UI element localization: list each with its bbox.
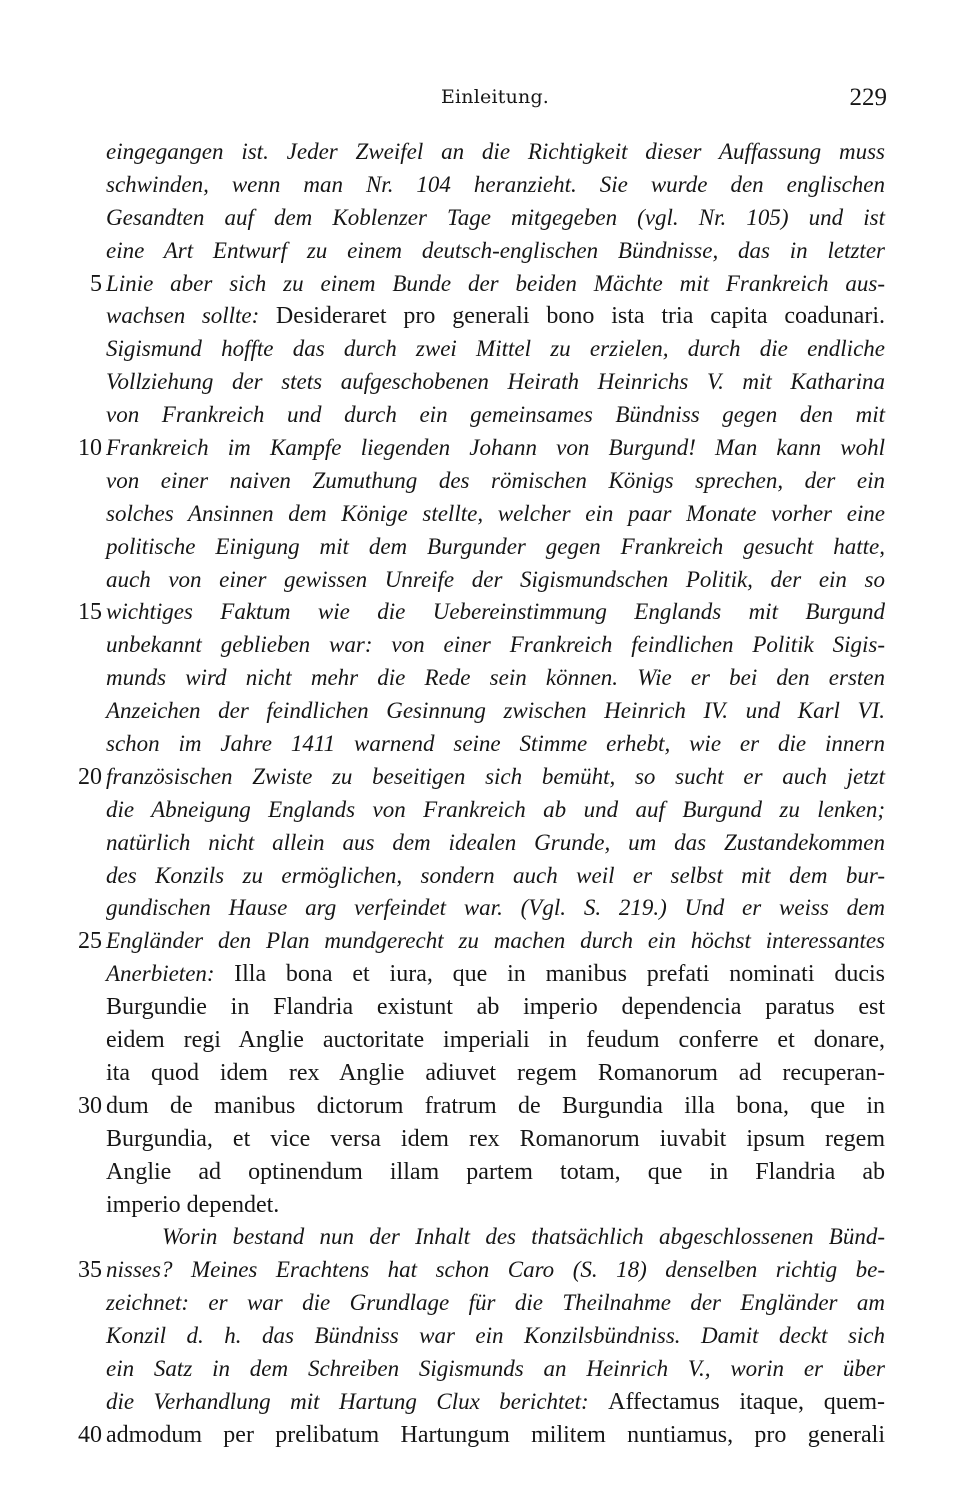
line-text: [106, 728, 885, 761]
latin-quote: Affectamus itaque, quem-: [608, 1388, 886, 1415]
text-line: [0, 333, 960, 366]
italic-text: die Verhandlung mit Hartung Clux berichtet:: [106, 1388, 609, 1414]
text-line: [0, 1386, 960, 1419]
text-line: [0, 958, 960, 991]
italic-text: Engländer den Plan mundgerecht zu machen durch ein höchst interessantes: [106, 928, 885, 954]
line-text: [106, 1254, 885, 1287]
text-line: [0, 235, 960, 268]
italic-text: auch von einer gewissen Unreife der Sigismundschen Politik, der ein so: [106, 566, 885, 592]
italic-text: gundischen Hause arg verfeindet war. (Vgl. S. 219.) Und er weiss dem: [106, 895, 885, 921]
line-number: 25: [78, 928, 102, 955]
line-text: [106, 235, 885, 268]
line-text: [106, 794, 885, 827]
italic-text: von einer naiven Zumuthung des römischen Königs sprechen, der ein: [106, 467, 885, 493]
text-line: [0, 564, 960, 597]
italic-text: wichtiges Faktum wie die Uebereinstimmung Englands mit Burgund: [106, 599, 885, 625]
italic-text: schon im Jahre 1411 warnend seine Stimme erhebt, wie er die innern: [106, 731, 885, 757]
text-line: [0, 1057, 960, 1090]
line-text: [106, 695, 885, 728]
line-text: [106, 1287, 885, 1320]
text-line: [0, 662, 960, 695]
text-line: [0, 892, 960, 925]
line-text: [106, 925, 885, 958]
italic-text: Konzil d. h. das Bündniss war ein Konzilsbündniss. Damit deckt sich: [106, 1323, 885, 1349]
text-line: [0, 1254, 960, 1287]
text-line: [0, 695, 960, 728]
line-text: [106, 662, 885, 695]
line-text: [106, 1123, 885, 1156]
line-text: [106, 1419, 885, 1452]
text-line: [0, 728, 960, 761]
text-line: [0, 761, 960, 794]
italic-text: unbekannt geblieben war: von einer Frankreich feindlichen Politik Sigis-: [106, 632, 885, 658]
latin-quote: imperio dependet.: [106, 1191, 280, 1218]
line-text: [106, 531, 885, 564]
text-line: [0, 991, 960, 1024]
italic-text: Anzeichen der feindlichen Gesinnung zwischen Heinrich IV. und Karl VI.: [106, 698, 885, 724]
text-line: [0, 531, 960, 564]
line-text: [106, 1353, 885, 1386]
page-number: 229: [849, 84, 887, 111]
italic-text: ein Satz in dem Schreiben Sigismunds an Heinrich V., worin er über: [106, 1355, 885, 1381]
latin-quote: dum de manibus dictorum fratrum de Burgundia illa bona, que in: [106, 1092, 885, 1119]
text-line: [0, 1090, 960, 1123]
text-line: [0, 202, 960, 235]
italic-text: schwinden, wenn man Nr. 104 heranzieht. Sie wurde den englischen: [106, 171, 885, 197]
text-line: [0, 1287, 960, 1320]
line-text: [106, 1189, 885, 1222]
italic-text: zeichnet: er war die Grundlage für die Theilnahme der Engländer am: [106, 1290, 885, 1316]
line-number: 15: [78, 599, 102, 626]
text-line: [0, 1419, 960, 1452]
line-number: 30: [78, 1092, 102, 1119]
line-text: [106, 399, 885, 432]
line-number: 10: [78, 435, 102, 462]
line-text: [106, 892, 885, 925]
line-text: [106, 991, 885, 1024]
line-text: [106, 202, 885, 235]
text-line: [0, 1189, 960, 1222]
line-text: [106, 860, 885, 893]
line-number: 40: [78, 1421, 102, 1448]
line-text: [106, 169, 885, 202]
line-text: [106, 300, 885, 333]
latin-quote: ita quod idem rex Anglie adiuvet regem Romanorum ad recuperan-: [106, 1059, 885, 1086]
italic-text: die Abneigung Englands von Frankreich ab und auf Burgund zu lenken;: [106, 796, 885, 822]
text-line: [0, 794, 960, 827]
text-line: [0, 432, 960, 465]
line-text: [106, 629, 885, 662]
line-number: 35: [78, 1257, 102, 1284]
line-text: [106, 761, 885, 794]
line-text: [106, 465, 885, 498]
italic-text: Sigismund hoffte das durch zwei Mittel zu erzielen, durch die endliche: [106, 336, 885, 362]
line-text: [106, 596, 885, 629]
italic-text: nisses? Meines Erachtens hat schon Caro (S. 18) denselben richtig be-: [106, 1257, 885, 1283]
line-text: [106, 498, 885, 531]
text-line: [0, 1024, 960, 1057]
text-line: [0, 136, 960, 169]
italic-text: politische Einigung mit dem Burgunder gegen Frankreich gesucht hatte,: [106, 533, 885, 559]
line-text: [106, 564, 885, 597]
line-text: [106, 1090, 885, 1123]
text-line: [0, 1221, 960, 1254]
line-text: [106, 136, 885, 169]
latin-quote: Desideraret pro generali bono ista tria capita coadunari.: [275, 303, 885, 330]
latin-quote: Burgundie in Flandria existunt ab imperio dependencia paratus est: [106, 994, 885, 1021]
text-line: [0, 465, 960, 498]
text-line: [0, 925, 960, 958]
latin-quote: eidem regi Anglie auctoritate imperiali in feudum conferre et donare,: [106, 1027, 885, 1054]
italic-text: Linie aber sich zu einem Bunde der beiden Mächte mit Frankreich aus-: [106, 270, 885, 296]
italic-text: französischen Zwiste zu beseitigen sich bemüht, so sucht er auch jetzt: [106, 763, 885, 789]
line-text: [106, 1024, 885, 1057]
italic-text: Frankreich im Kampfe liegenden Johann von Burgund! Man kann wohl: [106, 435, 885, 461]
line-text: [106, 958, 885, 991]
latin-quote: Burgundia, et vice versa idem rex Romanorum iuvabit ipsum regem: [106, 1125, 885, 1152]
latin-quote: Anglie ad optinendum illam partem totam, que in Flandria ab: [106, 1158, 885, 1185]
body-text: [0, 136, 960, 1452]
text-line: [0, 1353, 960, 1386]
latin-quote: admodum per prelibatum Hartungum militem nuntiamus, pro generali: [106, 1421, 885, 1448]
text-line: [0, 1156, 960, 1189]
line-number: 5: [90, 270, 102, 297]
italic-text: wachsen sollte:: [106, 303, 276, 329]
italic-text: natürlich nicht allein aus dem idealen Grunde, um das Zustandekommen: [106, 829, 885, 855]
text-line: [0, 1123, 960, 1156]
line-text: [106, 333, 885, 366]
line-text: [106, 1156, 885, 1189]
line-number: 20: [78, 763, 102, 790]
text-line: [0, 300, 960, 333]
line-text: [106, 366, 885, 399]
italic-text: eingegangen ist. Jeder Zweifel an die Richtigkeit dieser Auffassung muss: [106, 139, 885, 164]
line-text: [106, 1386, 885, 1419]
line-text: [106, 1057, 885, 1090]
text-line: [0, 596, 960, 629]
page-header: [105, 86, 885, 118]
text-line: [0, 827, 960, 860]
text-line: [0, 268, 960, 301]
line-text: [106, 432, 885, 465]
text-line: [0, 629, 960, 662]
italic-text: solches Ansinnen dem Könige stellte, welcher ein paar Monate vorher eine: [106, 500, 885, 526]
line-text: [106, 827, 885, 860]
line-text: [106, 1320, 885, 1353]
latin-quote: Illa bona et iura, que in manibus prefati nominati ducis: [234, 961, 885, 988]
italic-text: von Frankreich und durch ein gemeinsames Bündniss gegen den mit: [106, 402, 885, 428]
italic-text: Vollziehung der stets aufgeschobenen Heirath Heinrichs V. mit Katharina: [106, 369, 885, 395]
text-line: [0, 1320, 960, 1353]
text-line: [0, 169, 960, 202]
line-text: [106, 268, 885, 301]
running-head: Einleitung.: [440, 86, 550, 108]
text-line: [0, 366, 960, 399]
text-line: [0, 860, 960, 893]
italic-text: Anerbieten:: [106, 961, 235, 987]
italic-text: eine Art Entwurf zu einem deutsch-englischen Bündnisse, das in letzter: [106, 237, 885, 263]
italic-text: des Konzils zu ermöglichen, sondern auch weil er selbst mit dem bur-: [106, 862, 885, 888]
text-line: [0, 498, 960, 531]
italic-text: munds wird nicht mehr die Rede sein können. Wie er bei den ersten: [106, 665, 885, 691]
line-text: [106, 1221, 885, 1254]
italic-text: Gesandten auf dem Koblenzer Tage mitgegeben (vgl. Nr. 105) und ist: [106, 204, 885, 230]
italic-text: Worin bestand nun der Inhalt des thatsächlich abgeschlossenen Bünd-: [162, 1224, 885, 1250]
text-line: [0, 399, 960, 432]
